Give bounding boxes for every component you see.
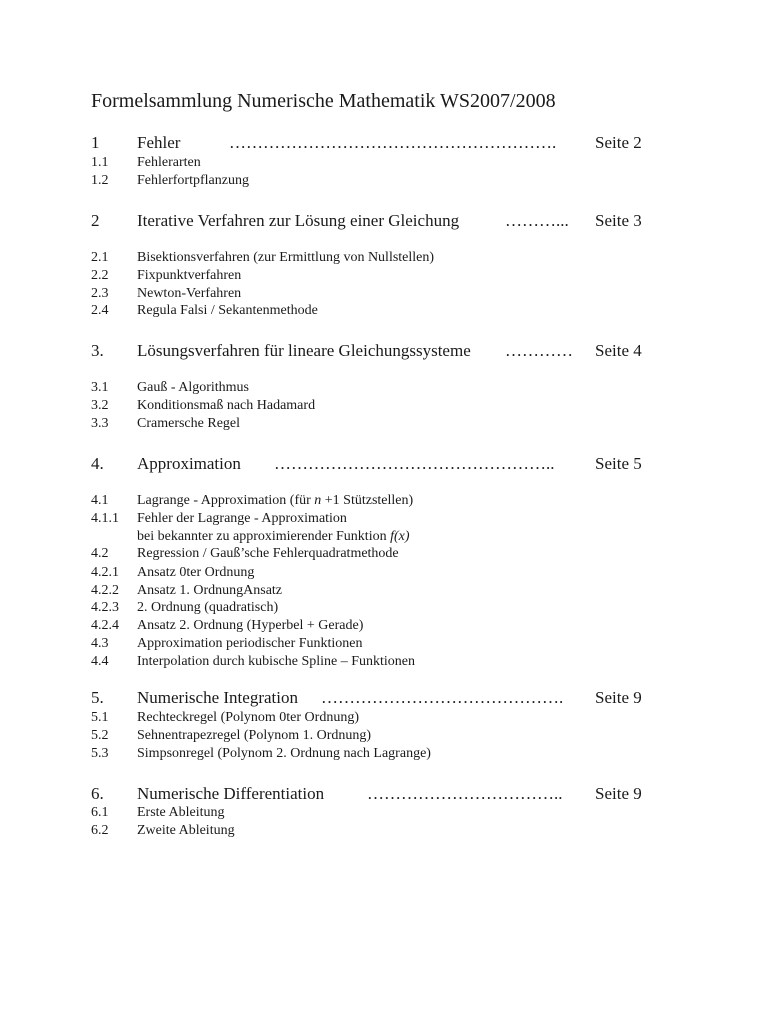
leader-dots: ……………………………………. [321, 688, 564, 707]
item-number: 4.2.4 [91, 618, 119, 633]
item-number: 2.1 [91, 250, 109, 265]
toc-item [0, 511, 768, 529]
item-number: 6.1 [91, 805, 109, 820]
leader-dots: …………………………….. [367, 784, 563, 803]
toc-item [0, 746, 768, 764]
item-title: Ansatz 2. Ordnung (Hyperbel + Gerade) [137, 618, 364, 633]
item-title: Interpolation durch kubische Spline – Funktionen [137, 654, 416, 669]
section-title: Approximation [137, 454, 241, 473]
item-title: Gauß - Algorithmus [137, 380, 249, 395]
item-number: 4.1 [91, 493, 109, 508]
item-number: 3.1 [91, 380, 109, 395]
item-title: Ansatz 0ter Ordnung [137, 565, 255, 580]
toc-item [0, 286, 768, 304]
toc-item [0, 600, 768, 618]
leader-dots: …………………………………………………. [229, 133, 557, 152]
item-title: Approximation periodischer Funktionen [137, 636, 363, 651]
section-number: 1 [91, 133, 100, 152]
section-title: Lösungsverfahren für lineare Gleichungssysteme [137, 341, 471, 360]
item-title: Erste Ableitung [137, 805, 225, 820]
item-number: 2.4 [91, 303, 109, 318]
section-title: Iterative Verfahren zur Lösung einer Gleichung [137, 211, 460, 230]
item-title: Cramersche Regel [137, 416, 241, 431]
item-title: bei bekannter zu approximierender Funktion f(x) [137, 529, 410, 544]
item-title: Lagrange - Approximation (für n +1 Stützstellen) [137, 493, 414, 508]
item-title: Fehlerarten [137, 155, 201, 170]
toc-item [0, 654, 768, 672]
toc-item [0, 546, 768, 564]
item-title: Fixpunktverfahren [137, 268, 242, 283]
leader-dots: ………………………………………….. [274, 454, 555, 473]
section-heading-4 [0, 454, 768, 476]
leader-dots: ………... [505, 211, 569, 230]
section-page-ref: Seite 3 [595, 211, 642, 230]
item-number: 4.3 [91, 636, 109, 651]
section-page-ref: Seite 5 [595, 454, 642, 473]
item-title: Simpsonregel (Polynom 2. Ordnung nach Lagrange) [137, 746, 431, 761]
variable-n: n [314, 493, 322, 508]
toc-item [0, 728, 768, 746]
item-number: 5.3 [91, 746, 109, 761]
toc-item [0, 805, 768, 823]
item-number: 4.1.1 [91, 511, 119, 526]
item-title: Zweite Ableitung [137, 823, 235, 838]
document-title: Formelsammlung Numerische Mathematik WS2007/2008 [91, 90, 556, 112]
item-number: 4.2.3 [91, 600, 119, 615]
leader-dots: ………… [505, 341, 573, 360]
section-number: 2 [91, 211, 100, 230]
section-heading-6 [0, 784, 768, 806]
item-number: 1.1 [91, 155, 109, 170]
section-title: Numerische Differentiation [137, 784, 325, 803]
toc-item [0, 493, 768, 511]
item-number: 1.2 [91, 173, 109, 188]
item-number: 4.2 [91, 546, 109, 561]
section-title: Fehler [137, 133, 181, 152]
item-title: Ansatz 1. OrdnungAnsatz [137, 583, 283, 598]
section-number: 5. [91, 688, 104, 707]
section-heading-5 [0, 688, 768, 710]
item-title: Regression / Gauß’sche Fehlerquadratmethode [137, 546, 399, 561]
item-number: 2.3 [91, 286, 109, 301]
section-number: 6. [91, 784, 104, 803]
item-title: 2. Ordnung (quadratisch) [137, 600, 279, 615]
section-title: Numerische Integration [137, 688, 298, 707]
section-page-ref: Seite 2 [595, 133, 642, 152]
toc-item [0, 823, 768, 841]
toc-item [0, 250, 768, 268]
item-title: Regula Falsi / Sekantenmethode [137, 303, 318, 318]
section-number: 3. [91, 341, 104, 360]
toc-item-continuation [0, 529, 768, 547]
section-heading-2 [0, 211, 768, 233]
item-number: 4.2.1 [91, 565, 119, 580]
item-title: Fehlerfortpflanzung [137, 173, 249, 188]
item-number: 2.2 [91, 268, 109, 283]
section-page-ref: Seite 4 [595, 341, 642, 360]
toc-item [0, 636, 768, 654]
section-heading-1 [0, 133, 768, 155]
item-number: 4.2.2 [91, 583, 119, 598]
item-number: 4.4 [91, 654, 109, 669]
toc-item [0, 416, 768, 434]
toc-item [0, 710, 768, 728]
item-title: Sehnentrapezregel (Polynom 1. Ordnung) [137, 728, 372, 743]
variable-fx: f(x) [390, 529, 410, 544]
item-number: 3.3 [91, 416, 109, 431]
item-number: 6.2 [91, 823, 109, 838]
section-number: 4. [91, 454, 104, 473]
toc-item [0, 565, 768, 583]
toc-item [0, 303, 768, 321]
toc-item [0, 398, 768, 416]
item-title: Bisektionsverfahren (zur Ermittlung von Nullstellen) [137, 250, 435, 265]
item-number: 5.1 [91, 710, 109, 725]
toc-item [0, 380, 768, 398]
section-page-ref: Seite 9 [595, 784, 642, 803]
item-title: Rechteckregel (Polynom 0ter Ordnung) [137, 710, 359, 725]
toc-item [0, 268, 768, 286]
item-number: 3.2 [91, 398, 109, 413]
toc-item [0, 583, 768, 601]
toc-item [0, 155, 768, 173]
section-heading-3 [0, 341, 768, 363]
toc-item [0, 618, 768, 636]
section-page-ref: Seite 9 [595, 688, 642, 707]
toc-item [0, 173, 768, 191]
item-title: Fehler der Lagrange - Approximation [137, 511, 347, 526]
item-number: 5.2 [91, 728, 109, 743]
item-title: Konditionsmaß nach Hadamard [137, 398, 316, 413]
item-title: Newton-Verfahren [137, 286, 242, 301]
